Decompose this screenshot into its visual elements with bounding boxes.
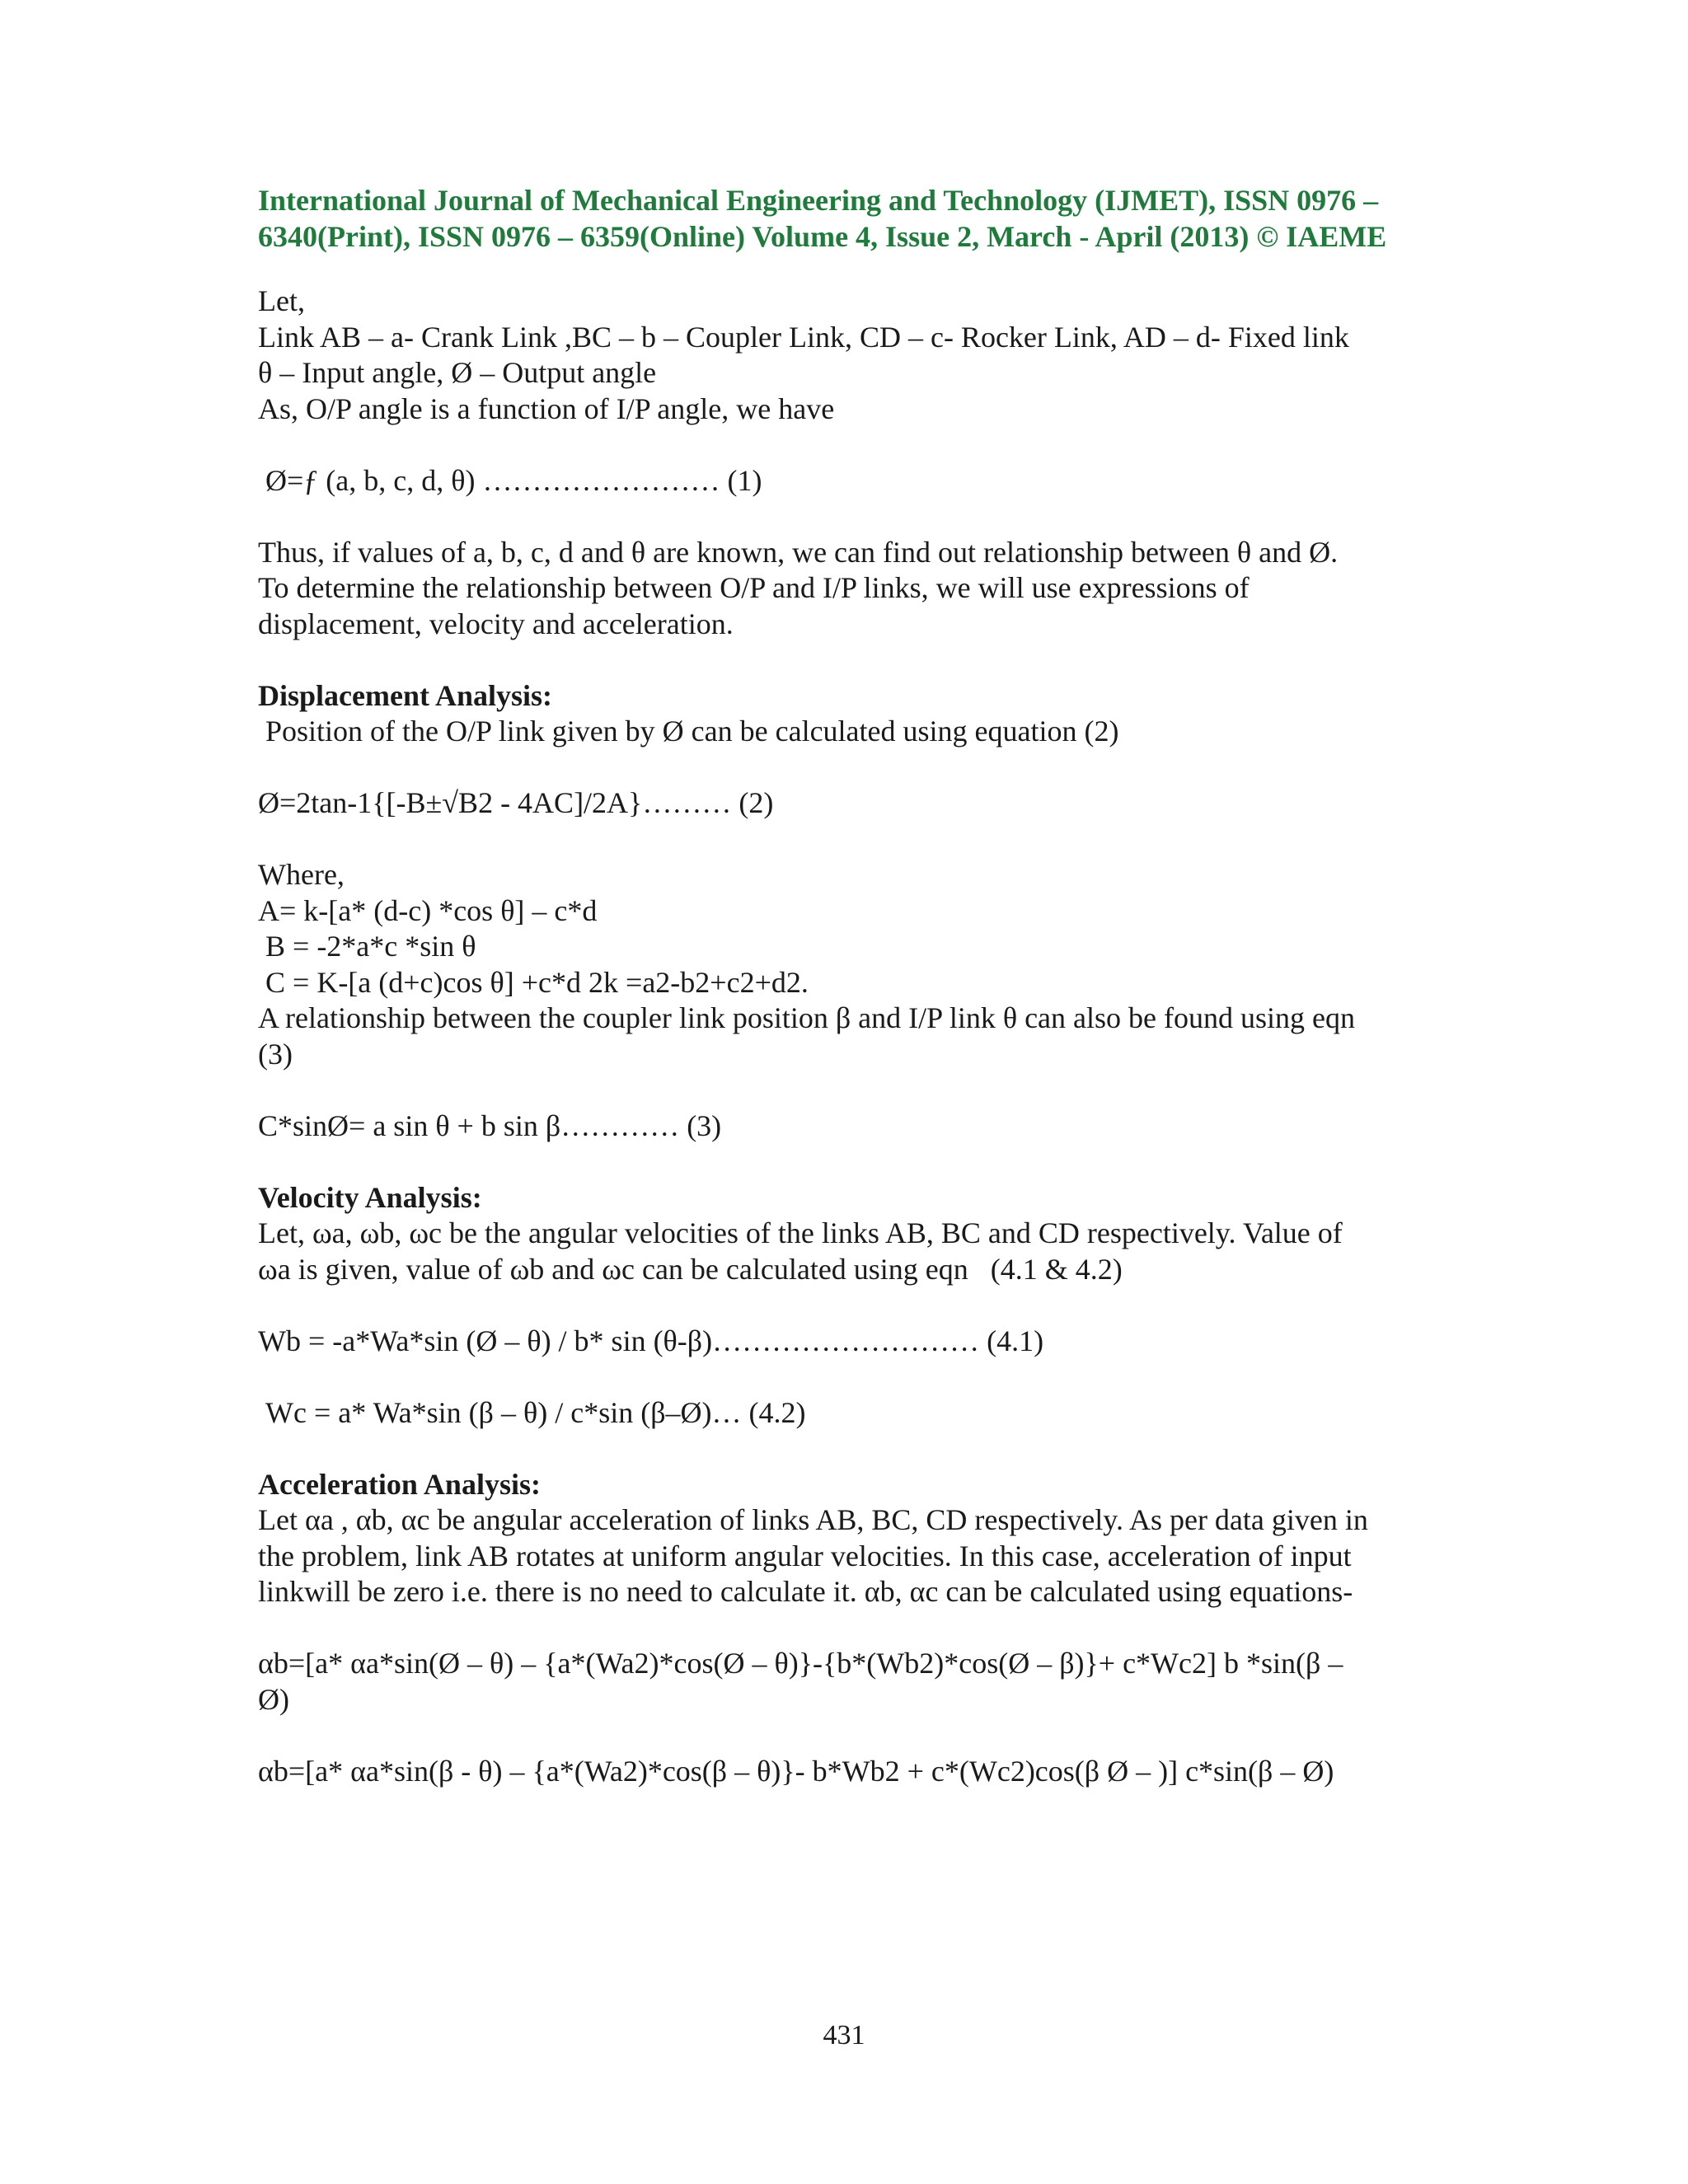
where-label: Where, (258, 858, 345, 891)
page-number: 431 (823, 2020, 865, 2050)
journal-header-line-1: International Journal of Mechanical Engineering and Technology (IJMET), ISSN 0976 – (258, 184, 1379, 217)
spacer (258, 1287, 1437, 1324)
intro-paragraph-line-1: Thus, if values of a, b, c, d and θ are known, we can find out relationship between θ and Ø. (258, 535, 1339, 569)
displacement-text: Position of the O/P link given by Ø can be calculated using equation (2) (258, 715, 1119, 748)
definition-a: A= k-[a* (d-c) *cos θ] – c*d (258, 893, 598, 927)
acceleration-text-line-1: Let αa , αb, αc be angular acceleration of links AB, BC, CD respectively. As per data given in (258, 1503, 1368, 1536)
velocity-text-line-1: Let, ωa, ωb, ωc be the angular velocities of the links AB, BC and CD respectively. Value of (258, 1216, 1343, 1249)
spacer (258, 750, 1437, 786)
equation-1: Ø=ƒ (a, b, c, d, θ) …………………… (1) (258, 463, 762, 497)
definition-b: B = -2*a*c *sin θ (258, 930, 476, 963)
spacer (258, 427, 1437, 463)
spacer (258, 1718, 1437, 1754)
acceleration-text-line-2: the problem, link AB rotates at uniform angular velocities. In this case, acceleration of input (258, 1539, 1352, 1572)
article-body (258, 284, 1437, 1789)
spacer (258, 1610, 1437, 1647)
equation-5-line-2: Ø) (258, 1682, 289, 1716)
angle-definitions: θ – Input angle, Ø – Output angle (258, 356, 657, 389)
spacer (258, 1072, 1437, 1108)
spacer (258, 642, 1437, 678)
displacement-heading: Displacement Analysis: (258, 678, 553, 712)
intro-let: Let, (258, 284, 305, 317)
intro-paragraph-line-3: displacement, velocity and acceleration. (258, 607, 734, 640)
equation-4-1: Wb = -a*Wa*sin (Ø – θ) / b* sin (θ-β)……………………… (4.1) (258, 1324, 1044, 1357)
spacer (258, 499, 1437, 535)
journal-header-line-2: 6340(Print), ISSN 0976 – 6359(Online) Volume 4, Issue 2, March - April (2013) © IAEME (258, 219, 1387, 253)
journal-header (258, 183, 1437, 255)
spacer (258, 1144, 1437, 1180)
spacer (258, 1431, 1437, 1467)
acceleration-text-line-3: linkwill be zero i.e. there is no need to calculate it. αb, αc can be calculated using equations- (258, 1575, 1353, 1608)
coupler-relationship-line-2: (3) (258, 1037, 293, 1071)
equation-3: C*sinØ= a sin θ + b sin β………… (3) (258, 1108, 722, 1142)
function-statement: As, O/P angle is a function of I/P angle, we have (258, 391, 835, 425)
spacer (258, 822, 1437, 858)
coupler-relationship-line-1: A relationship between the coupler link position β and I/P link θ can also be found using eqn (258, 1001, 1355, 1034)
equation-6: αb=[a* αa*sin(β - θ) – {a*(Wa2)*cos(β – θ)}- b*Wb2 + c*(Wc2)cos(β Ø – )] c*sin(β – Ø) (258, 1754, 1334, 1788)
equation-2: Ø=2tan-1{[-B±√B2 - 4AC]/2A}……… (2) (258, 786, 774, 819)
acceleration-heading: Acceleration Analysis: (258, 1467, 541, 1501)
velocity-heading: Velocity Analysis: (258, 1180, 482, 1214)
link-definitions: Link AB – a- Crank Link ,BC – b – Coupler Link, CD – c- Rocker Link, AD – d- Fixed link (258, 320, 1349, 354)
equation-5-line-1: αb=[a* αa*sin(Ø – θ) – {a*(Wa2)*cos(Ø – θ)}-{b*(Wb2)*cos(Ø – β)}+ c*Wc2] b *sin(β – (258, 1647, 1343, 1680)
velocity-text-line-2: ωa is given, value of ωb and ωc can be calculated using eqn (4.1 & 4.2) (258, 1252, 1123, 1286)
intro-paragraph-line-2: To determine the relationship between O/P and I/P links, we will use expressions of (258, 571, 1250, 604)
spacer (258, 1359, 1437, 1395)
equation-4-2: Wc = a* Wa*sin (β – θ) / c*sin (β–Ø)… (4.2) (258, 1395, 806, 1429)
definition-c: C = K-[a (d+c)cos θ] +c*d 2k =a2-b2+c2+d2. (258, 965, 809, 999)
